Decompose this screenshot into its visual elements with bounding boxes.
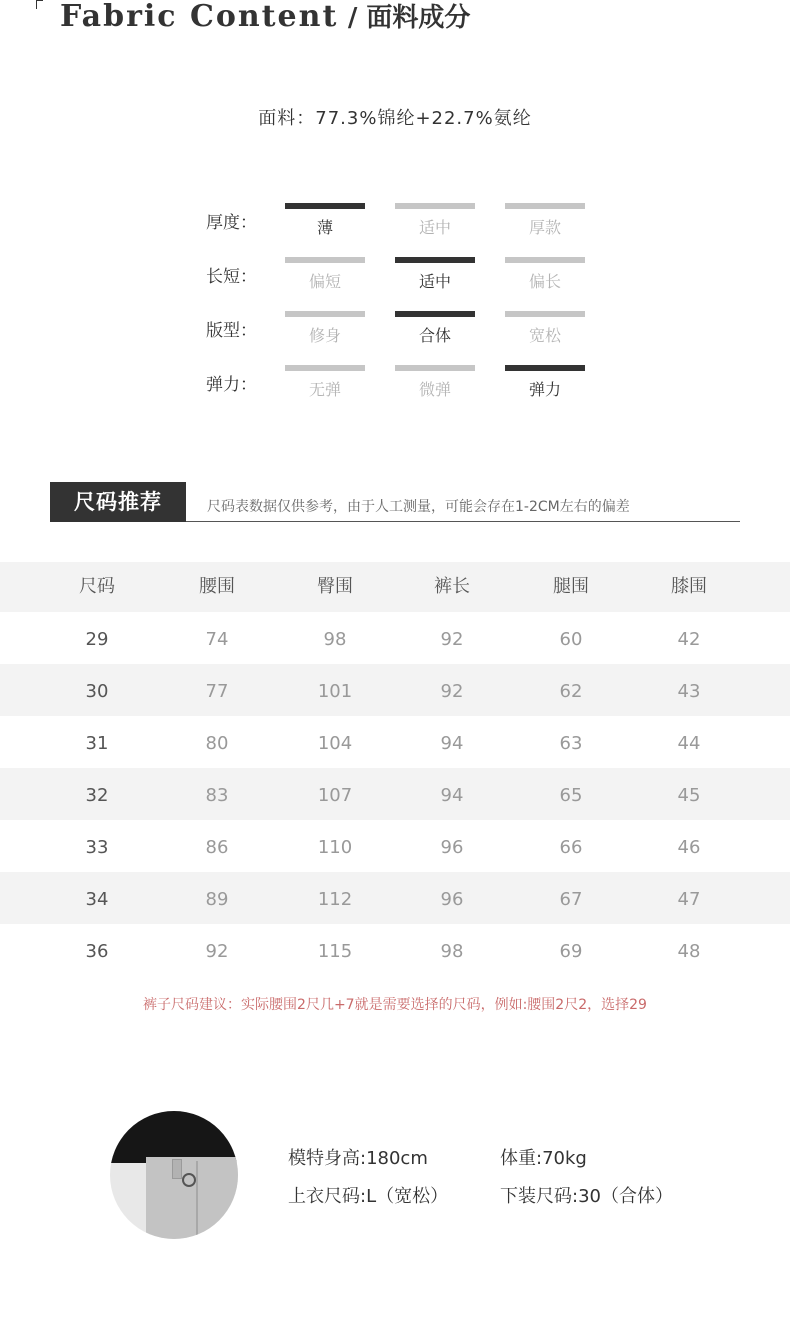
table-cell: 32 <box>85 785 109 806</box>
attribute-option-label: 适中 <box>418 218 451 237</box>
model-top-size: 上衣尺码:L（宽松） <box>288 1186 449 1207</box>
table-cell: 96 <box>440 889 464 910</box>
attribute-bar <box>395 203 475 209</box>
attribute-bar <box>395 257 475 263</box>
table-cell: 98 <box>323 629 347 650</box>
attribute-bar <box>395 365 475 371</box>
table-cell: 腿围 <box>553 576 589 597</box>
table-cell: 67 <box>559 889 583 910</box>
table-cell: 62 <box>559 681 583 702</box>
attribute-option <box>505 257 585 292</box>
attribute-label: 厚度： <box>206 213 257 233</box>
attribute-bar <box>285 257 365 263</box>
model-pants <box>146 1157 238 1239</box>
attribute-option-label: 偏长 <box>528 272 561 291</box>
attribute-option <box>395 365 475 400</box>
size-divider <box>186 521 740 522</box>
table-cell: 34 <box>85 889 109 910</box>
attribute-label: 版型： <box>206 321 257 341</box>
table-cell: 101 <box>317 681 353 702</box>
table-row <box>0 924 790 976</box>
table-cell: 45 <box>677 785 701 806</box>
table-cell: 83 <box>205 785 229 806</box>
table-cell: 112 <box>317 889 353 910</box>
attribute-label: 长短： <box>206 267 257 287</box>
table-cell: 65 <box>559 785 583 806</box>
table-cell: 尺码 <box>79 576 115 597</box>
table-header <box>0 562 790 612</box>
table-cell: 48 <box>677 941 701 962</box>
attribute-option-label: 无弹 <box>308 380 341 399</box>
table-cell: 74 <box>205 629 229 650</box>
table-cell: 89 <box>205 889 229 910</box>
attribute-option <box>505 311 585 346</box>
attribute-bar <box>395 311 475 317</box>
attribute-bar <box>285 203 365 209</box>
table-cell: 66 <box>559 837 583 858</box>
attribute-bar <box>505 203 585 209</box>
table-cell: 92 <box>440 629 464 650</box>
table-cell: 腰围 <box>199 576 235 597</box>
attribute-option <box>285 257 365 292</box>
belt-loop <box>172 1159 182 1179</box>
table-cell: 裤长 <box>434 576 470 597</box>
attribute-option-label: 微弹 <box>418 380 451 399</box>
attribute-option <box>395 311 475 346</box>
size-table <box>0 562 790 976</box>
pants-crease <box>196 1161 198 1239</box>
table-cell: 46 <box>677 837 701 858</box>
model-shirt <box>110 1111 238 1163</box>
table-row <box>0 664 790 716</box>
attribute-option-label: 修身 <box>308 326 341 345</box>
table-cell: 115 <box>317 941 353 962</box>
size-recommend-tag: 尺码推荐 <box>50 482 186 522</box>
attribute-option-label: 宽松 <box>528 326 561 345</box>
title-english: Fabric Content <box>60 0 339 34</box>
table-cell: 86 <box>205 837 229 858</box>
table-cell: 29 <box>85 629 109 650</box>
table-cell: 104 <box>317 733 353 754</box>
attribute-option <box>395 257 475 292</box>
table-cell: 80 <box>205 733 229 754</box>
table-cell: 43 <box>677 681 701 702</box>
table-cell: 31 <box>85 733 109 754</box>
fabric-composition: 面料：77.3%锦纶+22.7%氨纶 <box>258 108 532 129</box>
attribute-option <box>285 365 365 400</box>
size-note: 尺码表数据仅供参考，由于人工测量，可能会存在1-2CM左右的偏差 <box>207 499 630 515</box>
attribute-option-label: 弹力 <box>528 380 561 399</box>
page-title <box>60 0 470 38</box>
attribute-option-label: 适中 <box>418 272 451 291</box>
table-cell: 33 <box>85 837 109 858</box>
table-cell: 98 <box>440 941 464 962</box>
model-height: 模特身高:180cm <box>288 1148 428 1169</box>
model-bottom-size: 下装尺码:30（合体） <box>500 1186 673 1207</box>
attribute-option <box>285 311 365 346</box>
table-cell: 30 <box>85 681 109 702</box>
table-cell: 77 <box>205 681 229 702</box>
attribute-option <box>505 203 585 238</box>
table-row <box>0 612 790 664</box>
table-row <box>0 872 790 924</box>
attribute-option <box>285 203 365 238</box>
attribute-bar <box>505 365 585 371</box>
attribute-option-label: 薄 <box>316 218 333 237</box>
table-cell: 94 <box>440 785 464 806</box>
table-row <box>0 820 790 872</box>
table-cell: 96 <box>440 837 464 858</box>
attribute-option <box>505 365 585 400</box>
attribute-label: 弹力： <box>206 375 257 395</box>
attribute-bar <box>285 311 365 317</box>
attribute-option-label: 偏短 <box>308 272 341 291</box>
table-cell: 臀围 <box>317 576 353 597</box>
table-cell: 110 <box>317 837 353 858</box>
table-cell: 膝围 <box>671 576 707 597</box>
table-cell: 107 <box>317 785 353 806</box>
title-chinese: / 面料成分 <box>347 3 471 33</box>
table-cell: 94 <box>440 733 464 754</box>
table-cell: 36 <box>85 941 109 962</box>
table-cell: 42 <box>677 629 701 650</box>
table-cell: 92 <box>440 681 464 702</box>
table-cell: 69 <box>559 941 583 962</box>
attribute-bar <box>505 311 585 317</box>
attribute-option-label: 合体 <box>418 326 451 345</box>
d-ring-icon <box>182 1173 196 1187</box>
table-cell: 47 <box>677 889 701 910</box>
attribute-option-label: 厚款 <box>528 218 561 237</box>
attribute-bar <box>285 365 365 371</box>
table-cell: 60 <box>559 629 583 650</box>
model-weight: 体重:70kg <box>500 1148 587 1169</box>
table-cell: 92 <box>205 941 229 962</box>
attribute-option <box>395 203 475 238</box>
size-hint: 裤子尺码建议：实际腰围2尺几+7就是需要选择的尺码，例如:腰围2尺2，选择29 <box>143 997 647 1013</box>
table-row <box>0 716 790 768</box>
table-cell: 63 <box>559 733 583 754</box>
attribute-bar <box>505 257 585 263</box>
corner-bracket <box>36 0 43 9</box>
model-photo <box>110 1111 238 1239</box>
table-row <box>0 768 790 820</box>
table-cell: 44 <box>677 733 701 754</box>
